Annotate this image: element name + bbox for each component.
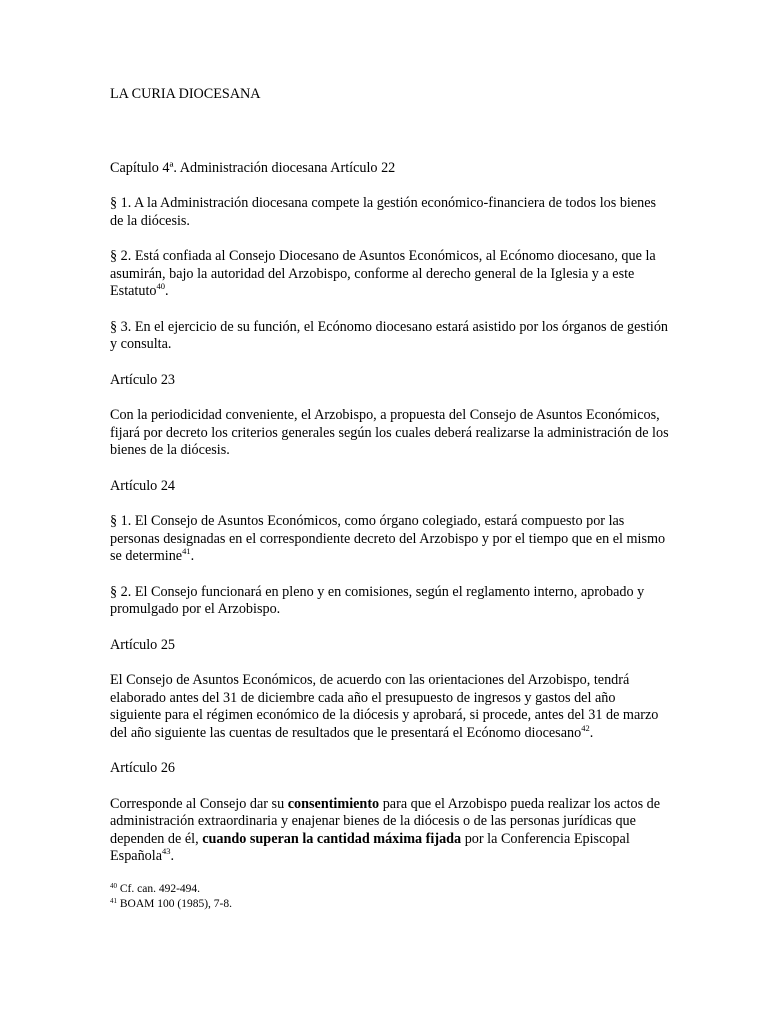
bold-term: consentimiento (287, 795, 380, 812)
article-22-paragraph-3: § 3. En el ejercicio de su función, el Ecónomo diocesano estará asistido por los órganos de gestión y consulta. (110, 318, 669, 352)
article-22-paragraph-1: § 1. A la Administración diocesana compete la gestión económico-financiera de todos los bienes de la diócesis. (110, 195, 657, 229)
footnote-reference: 40 (156, 281, 165, 291)
footnote-reference: 43 (162, 846, 171, 856)
article-23-heading: Artículo 23 (110, 371, 176, 388)
footnote-item (110, 897, 670, 912)
document-page (110, 86, 670, 912)
article-24-paragraph-1 (110, 513, 670, 566)
article-22-paragraph-2 (110, 248, 670, 301)
paragraph-end: . (589, 724, 594, 741)
article-24-paragraph-2: § 2. El Consejo funcionará en pleno y en comisiones, según el reglamento interno, aprobado y promulgado por el Arzobispo. (110, 583, 645, 617)
article-26-paragraph-1 (110, 796, 670, 866)
footnote-number: 40 (110, 881, 117, 890)
paragraph-text: por la Conferencia Episcopal Española (110, 830, 630, 864)
paragraph-end: . (190, 548, 195, 564)
footnote-text: BOAM 100 (1985), 7-8. (117, 897, 232, 910)
paragraph-text: § 1. El Consejo de Asuntos Económicos, como órgano colegiado, estará compuesto por las personas designadas en el correspondiente decreto del Arzobispo y por el tiempo que en el mismo se determine (110, 513, 666, 564)
article-24-heading: Artículo 24 (110, 477, 176, 494)
chapter-heading: Capítulo 4ª. Administración diocesana Artículo 22 (110, 159, 396, 176)
paragraph-text: para que el Arzobispo pueda realizar los actos de administración extraordinaria y enajenar bienes de la diócesis o de las personas jurídicas que dependen de él, (110, 795, 661, 847)
footnotes (110, 882, 670, 912)
paragraph-end: . (170, 848, 175, 864)
article-23-paragraph-1: Con la periodicidad conveniente, el Arzobispo, a propuesta del Consejo de Asuntos Económicos, fijará por decreto los criterios generales según los cuales deberá realizarse la administración de los bienes de la diócesis. (110, 407, 669, 458)
article-26-heading: Artículo 26 (110, 760, 176, 776)
paragraph-text: Corresponde al Consejo dar su (110, 795, 288, 812)
document-title: LA CURIA DIOCESANA (110, 86, 261, 102)
article-25-paragraph-1 (110, 672, 670, 742)
footnote-item (110, 882, 670, 897)
bold-phrase: cuando superan la cantidad máxima fijada (202, 830, 462, 847)
article-25-heading: Artículo 25 (110, 636, 176, 653)
footnote-number: 41 (110, 896, 117, 905)
paragraph-text: El Consejo de Asuntos Económicos, de acuerdo con las orientaciones del Arzobispo, tendrá elaborado antes del 31 de diciembre cada año el presupuesto de ingresos y gastos del año siguiente para el régimen económico de la diócesis y aprobará, si procede, antes del 31 de marzo del año siguiente las cuentas de resultados que le presentará el Ecónomo diocesano (110, 672, 659, 741)
paragraph-text: § 2. Está confiada al Consejo Diocesano de Asuntos Económicos, al Ecónomo diocesano, que la asumirán, bajo la autoridad del Arzobispo, conforme al derecho general de la Iglesia y a este Estatuto (110, 248, 656, 299)
paragraph-end: . (165, 283, 169, 299)
footnote-reference: 42 (581, 722, 590, 733)
footnote-text: Cf. can. 492-494. (117, 882, 201, 895)
footnote-reference: 41 (182, 546, 191, 556)
